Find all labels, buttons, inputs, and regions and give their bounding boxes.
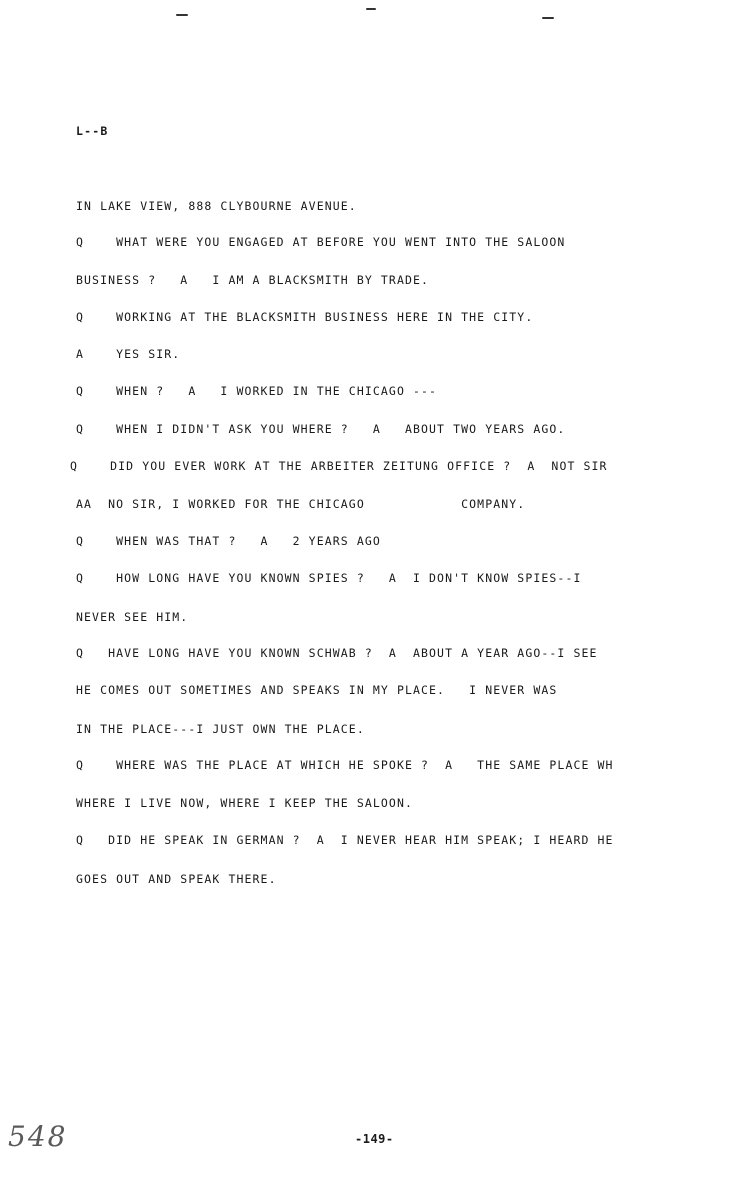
transcript-line: Q WHEN WAS THAT ? A 2 YEARS AGO bbox=[76, 534, 381, 548]
transcript-line: Q WHEN I DIDN'T ASK YOU WHERE ? A ABOUT TWO YEARS AGO. bbox=[76, 422, 566, 436]
page-number: -149- bbox=[355, 1132, 394, 1146]
punch-mark-center bbox=[366, 8, 376, 10]
transcript-line: BUSINESS ? A I AM A BLACKSMITH BY TRADE. bbox=[76, 273, 430, 287]
transcript-line: NEVER SEE HIM. bbox=[76, 610, 189, 624]
transcript-line: Q WORKING AT THE BLACKSMITH BUSINESS HERE IN THE CITY. bbox=[76, 310, 534, 324]
transcript-line: GOES OUT AND SPEAK THERE. bbox=[76, 872, 277, 886]
punch-mark-right bbox=[542, 17, 554, 19]
transcript-line: HE COMES OUT SOMETIMES AND SPEAKS IN MY PLACE. I NEVER WAS bbox=[76, 683, 558, 697]
transcript-line: Q HOW LONG HAVE YOU KNOWN SPIES ? A I DON'T KNOW SPIES--I bbox=[76, 571, 582, 585]
transcript-line: IN THE PLACE---I JUST OWN THE PLACE. bbox=[76, 722, 365, 736]
transcript-line: AA NO SIR, I WORKED FOR THE CHICAGO COMPANY. bbox=[76, 497, 526, 511]
transcript-line: Q HAVE LONG HAVE YOU KNOWN SCHWAB ? A ABOUT A YEAR AGO--I SEE bbox=[76, 646, 598, 660]
transcript-line: Q DID HE SPEAK IN GERMAN ? A I NEVER HEAR HIM SPEAK; I HEARD HE bbox=[76, 833, 614, 847]
transcript-line: Q WHAT WERE YOU ENGAGED AT BEFORE YOU WENT INTO THE SALOON bbox=[76, 235, 566, 249]
transcript-line: Q WHERE WAS THE PLACE AT WHICH HE SPOKE ? A THE SAME PLACE WH bbox=[76, 758, 614, 772]
punch-mark-left bbox=[176, 14, 188, 16]
transcript-line: A YES SIR. bbox=[76, 347, 181, 361]
transcript-line: WHERE I LIVE NOW, WHERE I KEEP THE SALOON. bbox=[76, 796, 413, 810]
transcript-line: Q DID YOU EVER WORK AT THE ARBEITER ZEITUNG OFFICE ? A NOT SIR bbox=[70, 459, 608, 473]
document-code: L--B bbox=[76, 124, 109, 138]
transcript-line: IN LAKE VIEW, 888 CLYBOURNE AVENUE. bbox=[76, 199, 357, 213]
handwritten-archive-number: 548 bbox=[8, 1120, 68, 1153]
transcript-line: Q WHEN ? A I WORKED IN THE CHICAGO --- bbox=[76, 384, 438, 398]
